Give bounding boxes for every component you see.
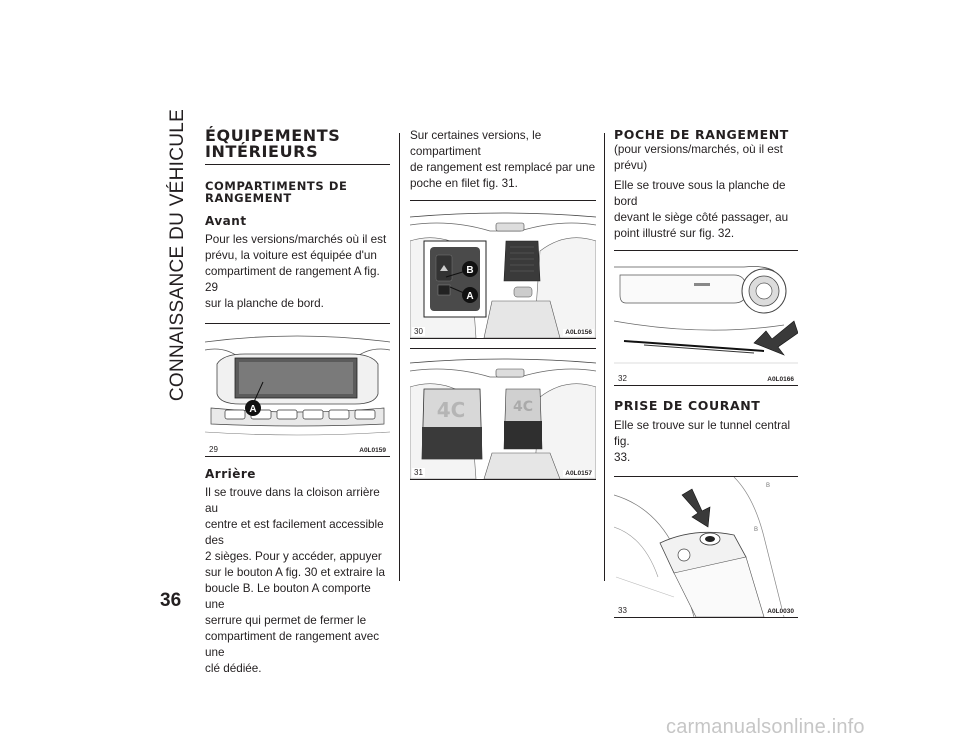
figure-code: A0L0157 — [565, 470, 592, 477]
paragraph-poche — [614, 178, 798, 242]
column-1 — [205, 128, 390, 677]
text-line: centre et est facilement accessible des — [205, 518, 384, 547]
section-line-1: COMPARTIMENTS DE — [205, 179, 348, 193]
column-3 — [614, 128, 798, 618]
chapter-side-tab — [158, 108, 198, 402]
section-heading-poche: POCHE DE RANGEMENT — [614, 127, 789, 142]
watermark: carmanualsonline.info — [666, 716, 865, 738]
column-divider-1 — [399, 133, 400, 581]
figure-code: A0L0159 — [359, 447, 386, 454]
figure-number: 32 — [618, 374, 627, 383]
svg-text:B: B — [766, 483, 771, 489]
heading-line-1: ÉQUIPEMENTS — [205, 126, 341, 145]
page-number: 36 — [160, 590, 182, 611]
text-line: clé dédiée. — [205, 662, 262, 675]
section-heading-compartiments — [205, 180, 390, 204]
power-socket-illustration — [614, 477, 798, 617]
paragraph-intro-filet — [410, 128, 596, 192]
text-line: Sur certaines versions, le compartiment — [410, 129, 542, 158]
chapter-title: CONNAISSANCE DU VÉHICULE — [167, 108, 188, 402]
text-line: compartiment de rangement avec une — [205, 630, 380, 659]
poche-note: (pour versions/marchés, où il est prévu) — [614, 143, 783, 172]
paragraph-arriere — [205, 485, 390, 677]
figure-31 — [410, 348, 596, 480]
rear-compartment-illustration — [410, 201, 596, 338]
text-line: Elle se trouve sur le tunnel central fig. — [614, 419, 791, 448]
figure-33 — [614, 476, 798, 618]
paragraph-prise — [614, 418, 798, 466]
heading-line-2: INTÉRIEURS — [205, 142, 319, 161]
dashboard-illustration — [205, 324, 390, 456]
section-heading-prise: PRISE DE COURANT — [614, 398, 761, 413]
text-line: Elle se trouve sous la planche de bord — [614, 179, 786, 208]
figure-number: 30 — [414, 327, 423, 336]
section-line-2: RANGEMENT — [205, 191, 292, 205]
figure-code: A0L0166 — [767, 376, 794, 383]
net-pocket-illustration — [410, 349, 596, 479]
subheading-avant: Avant — [205, 214, 247, 228]
text-line: Pour les versions/marchés où il est — [205, 233, 387, 246]
text-line: point illustré sur fig. 32. — [614, 227, 735, 240]
text-line: sur la planche de bord. — [205, 297, 324, 310]
text-line: serrure qui permet de fermer le — [205, 614, 367, 627]
text-line: 33. — [614, 451, 631, 464]
svg-text:B: B — [754, 527, 759, 533]
figure-29 — [205, 323, 390, 457]
figure-number: 29 — [209, 445, 218, 454]
callout-a: A — [466, 291, 474, 302]
figure-code: A0L0030 — [767, 608, 794, 615]
text-line: sur le bouton A fig. 30 et extraire la — [205, 566, 385, 579]
text-line: compartiment de rangement A fig. 29 — [205, 265, 380, 294]
callout-a: A — [249, 404, 257, 415]
text-line: Il se trouve dans la cloison arrière au — [205, 486, 380, 515]
chapter-heading — [205, 128, 390, 165]
figure-code: A0L0156 — [565, 329, 592, 336]
text-line: 2 sièges. Pour y accéder, appuyer — [205, 550, 382, 563]
text-line: poche en filet fig. 31. — [410, 177, 518, 190]
column-divider-2 — [604, 133, 605, 581]
figure-30 — [410, 200, 596, 339]
figure-32 — [614, 250, 798, 386]
paragraph-avant — [205, 232, 390, 312]
callout-b: B — [466, 265, 474, 276]
logo-4c-small: 4C — [512, 399, 534, 415]
text-line: prévu, la voiture est équipée d'un — [205, 249, 377, 262]
text-line: devant le siège côté passager, au — [614, 211, 789, 224]
text-line: boucle B. Le bouton A comporte une — [205, 582, 371, 611]
figure-number: 33 — [618, 606, 627, 615]
logo-4c: 4C — [436, 398, 466, 422]
column-2 — [410, 128, 596, 480]
text-line: de rangement est remplacé par une — [410, 161, 596, 174]
subheading-arriere: Arrière — [205, 467, 256, 481]
figure-number: 31 — [414, 468, 423, 477]
passenger-pocket-illustration — [614, 251, 798, 385]
